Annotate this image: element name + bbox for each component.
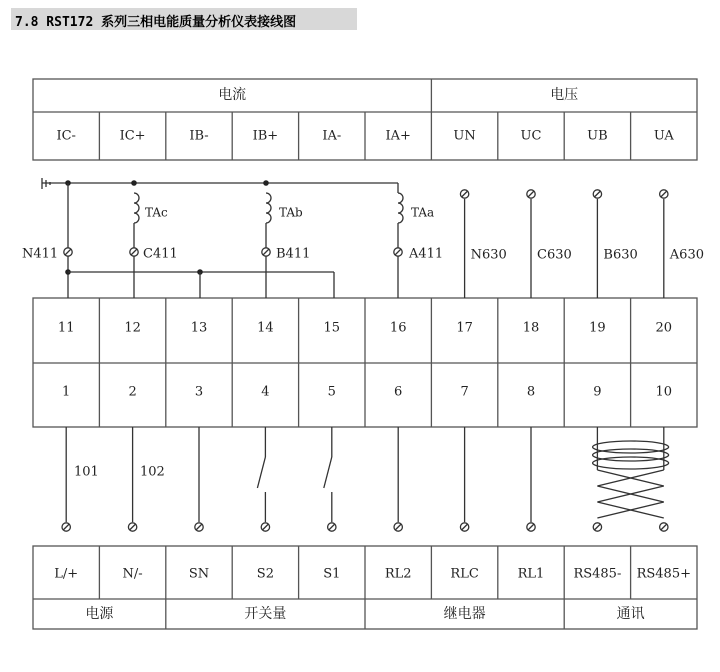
ct-label-tac: TAc — [145, 205, 168, 220]
top-cell-label: UC — [520, 128, 542, 144]
upper-terminal-number: 12 — [124, 320, 141, 336]
lower-terminal-number: 3 — [194, 384, 204, 400]
lower-terminal-number: 8 — [526, 384, 536, 400]
terminal-a411 — [394, 248, 402, 256]
bottom-cell-label: RL1 — [517, 566, 545, 582]
upper-terminal-number: 20 — [655, 320, 673, 336]
lower-terminal-number: 5 — [327, 384, 336, 400]
top-cell-label: IA- — [322, 128, 342, 144]
terminal-relay — [460, 523, 468, 531]
lower-terminal-number: 6 — [394, 384, 403, 400]
upper-terminal-number: 13 — [190, 320, 208, 336]
terminal-switch — [328, 523, 336, 531]
top-cell-label: IA+ — [385, 128, 411, 144]
terminal-c411 — [130, 248, 138, 256]
wire-label-a630: A630 — [669, 247, 705, 263]
ct-coil-taa — [398, 193, 403, 223]
ct-label-taa: TAa — [411, 205, 435, 220]
lower-terminal-number: 7 — [460, 384, 469, 400]
junction-dot — [263, 180, 269, 186]
twisted-pair — [597, 470, 663, 518]
top-cell-label: UB — [587, 128, 608, 144]
group-label-voltage: 电压 — [550, 87, 579, 103]
ct-coil-tac — [134, 193, 139, 223]
bottom-cell-label: RL2 — [384, 566, 412, 582]
terminal-c630 — [527, 190, 535, 198]
ct-coil-tab — [266, 193, 271, 223]
wire-label-c411: C411 — [143, 246, 178, 262]
diagram-title: 7.8 RST172 系列三相电能质量分析仪表接线图 — [15, 15, 297, 30]
wire-label-c630: C630 — [537, 247, 572, 263]
wire-label-a411: A411 — [409, 246, 444, 262]
top-cell-label: IB+ — [252, 128, 279, 144]
bottom-group-label: 开关量 — [244, 606, 287, 622]
terminal-relay — [527, 523, 535, 531]
lower-terminal-number: 2 — [128, 384, 137, 400]
bottom-group-label: 继电器 — [443, 606, 486, 622]
top-cell-label: IB- — [189, 128, 209, 144]
terminal-rs485-plus — [660, 523, 668, 531]
bottom-cell-label: RS485+ — [636, 566, 692, 582]
upper-terminal-number: 17 — [456, 320, 473, 336]
terminal-power — [62, 523, 70, 531]
wire-label-n411: N411 — [22, 246, 59, 262]
bottom-cell-label: L/+ — [54, 566, 79, 582]
top-cell-label: IC+ — [119, 128, 146, 144]
bottom-cell-label: S2 — [256, 566, 274, 582]
upper-terminal-number: 19 — [589, 320, 606, 336]
terminal-n411 — [64, 248, 72, 256]
terminal-b411 — [262, 248, 270, 256]
wire-label-b411: B411 — [276, 246, 311, 262]
ct-label-tab: TAb — [279, 205, 303, 220]
switch-contact — [324, 457, 332, 488]
terminal-power — [128, 523, 136, 531]
wire-label-102: 102 — [140, 464, 165, 480]
bottom-cell-label: RLC — [450, 566, 479, 582]
lower-terminal-number: 9 — [593, 384, 602, 400]
terminal-switch — [261, 523, 269, 531]
upper-terminal-number: 16 — [389, 320, 407, 336]
terminal-rs485-minus — [593, 523, 601, 531]
bottom-group-label: 通讯 — [616, 606, 645, 622]
top-cell-label: UA — [653, 128, 674, 144]
lower-terminal-number: 4 — [261, 384, 270, 400]
junction-dot — [131, 180, 137, 186]
terminal-b630 — [593, 190, 601, 198]
terminal-a630 — [660, 190, 668, 198]
group-label-current: 电流 — [218, 87, 247, 103]
wire-label-b630: B630 — [603, 247, 638, 263]
terminal-n630 — [460, 190, 468, 198]
upper-terminal-number: 18 — [522, 320, 540, 336]
bottom-cell-label: N/- — [122, 566, 143, 582]
top-cell-label: IC- — [56, 128, 76, 144]
upper-terminal-number: 14 — [257, 320, 274, 336]
lower-terminal-number: 10 — [655, 384, 673, 400]
bottom-group-label: 电源 — [85, 606, 114, 622]
bottom-cell-label: SN — [188, 566, 210, 582]
bottom-cell-label: RS485- — [573, 566, 622, 582]
terminal-sn — [195, 523, 203, 531]
top-cell-label: UN — [453, 128, 476, 144]
upper-terminal-number: 11 — [57, 320, 75, 336]
wire-label-101: 101 — [74, 464, 99, 480]
lower-terminal-number: 1 — [62, 384, 71, 400]
bottom-cell-label: S1 — [323, 566, 341, 582]
switch-contact — [257, 457, 265, 488]
upper-terminal-number: 15 — [323, 320, 341, 336]
wire-label-n630: N630 — [470, 247, 507, 263]
shield-ring — [593, 457, 669, 469]
terminal-relay — [394, 523, 402, 531]
